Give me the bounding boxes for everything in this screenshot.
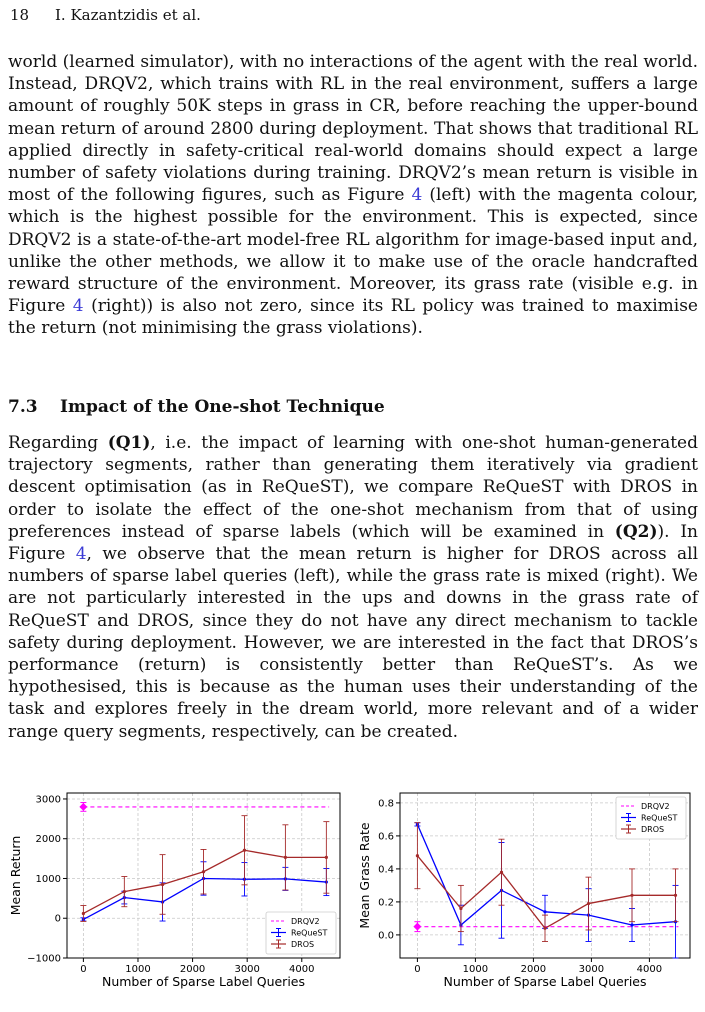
legend-label-request: ReQueST: [641, 813, 678, 823]
paragraph-dreamer-discussion: [8, 51, 698, 340]
dros-point: [123, 890, 126, 893]
y-tick-label: −1000: [27, 953, 61, 965]
text: (right)) is also not zero, since its RL policy was trained to maximise the return (not minimising the grass violations).: [8, 296, 698, 339]
dros-point: [202, 870, 205, 873]
question-ref: (Q1): [107, 433, 151, 453]
dros-point: [543, 927, 546, 930]
text: , i.e. the impact of learning with one-shot human-generated trajectory segments, rather than generating them iteratively via gradient descent optimisation (as in ReQueST), we compare ReQueST with DROS in order to isolate the effect of the one-shot mechanism from that of using preferences instead of sparse labels (which will be examined in: [8, 433, 698, 542]
text: world (learned simulator), with no interactions of the agent with the real world. Instead, DRQV2, which trains with RL in the real environment, suffers a large amount of roughly 50K steps in grass in CR, before reaching the upper-bound mean return of around 2800 during deployment. That shows that traditional RL applied directly in safety-critical real-world domains should expect a large number of safety violations during training. DRQV2’s mean return is visible in most of the following figures, such as Figure: [8, 52, 698, 206]
y-tick-label: 0.4: [378, 864, 394, 876]
x-tick-label: 2000: [520, 964, 547, 975]
dros-point: [325, 856, 328, 859]
legend-label-drqv2: DRQV2: [291, 917, 320, 926]
running-header: [10, 6, 201, 24]
x-tick-label: 4000: [636, 964, 663, 975]
question-ref: (Q2): [614, 521, 658, 542]
y-tick-label: 0.0: [378, 930, 394, 942]
y-tick-label: 0.8: [378, 798, 394, 810]
x-tick-label: 1000: [125, 964, 151, 975]
figure-link[interactable]: 4: [75, 544, 87, 565]
legend-label-request: ReQueST: [291, 928, 328, 938]
y-tick-label: 0.6: [378, 831, 394, 843]
drqv2-point: [413, 923, 421, 931]
grass-rate-chart: [355, 785, 700, 995]
dros-point: [416, 854, 419, 857]
dros-point: [82, 912, 85, 915]
dros-point: [500, 871, 503, 874]
x-tick-label: 2000: [179, 964, 206, 975]
page-number: 18: [10, 6, 30, 24]
legend-label-dros: DROS: [291, 940, 315, 949]
dros-point: [459, 907, 462, 910]
y-axis-label: Mean Return: [8, 835, 23, 916]
x-tick-label: 1000: [462, 964, 489, 975]
section-number: 7.3: [8, 397, 38, 417]
x-axis-label: Number of Sparse Label Queries: [101, 974, 306, 989]
x-axis-label: Number of Sparse Label Queries: [443, 974, 647, 989]
text: , we observe that the mean return is higher for DROS across all numbers of sparse label queries (left), while the grass rate is mixed (right). We are not particularly interested in the ups and downs in the grass rate of ReQueST and DROS, since they do not have any direct mechanism to tackle safety during deployment. However, we are interested in the fact that DROS’s performance (return) is consistently better than ReQueST’s. As we hypothesised, this is because as the human uses their understanding of the task and explores freely in the dream world, more relevant and of a wider range query segments, respectively, can be created.: [8, 544, 699, 742]
x-tick-label: 0: [80, 964, 87, 975]
x-tick-label: 4000: [289, 964, 315, 975]
text: Regarding: [8, 433, 108, 453]
legend-label-drqv2: DRQV2: [641, 802, 670, 811]
x-tick-label: 0: [414, 964, 421, 975]
y-tick-label: 3000: [35, 794, 61, 806]
figure-link[interactable]: 4: [411, 185, 423, 206]
dros-line: [417, 856, 675, 929]
dros-line: [83, 850, 326, 913]
section-heading: [8, 397, 385, 417]
mean-return-chart: [0, 785, 350, 995]
x-tick-label: 3000: [578, 964, 605, 975]
request-line: [417, 824, 675, 925]
running-title: I. Kazantzidis et al.: [55, 6, 201, 24]
dros-point: [284, 856, 287, 859]
request-point: [543, 910, 546, 913]
y-tick-label: 0.2: [378, 897, 394, 909]
drqv2-point: [79, 803, 87, 811]
dros-point: [674, 894, 677, 897]
y-tick-label: 2000: [35, 834, 61, 846]
section-title: Impact of the One-shot Technique: [60, 397, 385, 417]
legend-label-dros: DROS: [641, 825, 665, 834]
dros-point: [630, 894, 633, 897]
x-tick-label: 3000: [234, 964, 260, 975]
dros-point: [243, 849, 246, 852]
figure-link[interactable]: 4: [72, 296, 84, 317]
y-tick-label: 1000: [35, 873, 61, 885]
dros-point: [587, 902, 590, 905]
text: ). In Figure: [8, 521, 698, 565]
text: (left) with the magenta colour, which is the highest possible for the environment. This is expected, since DRQV2 is a state-of-the-art model-free RL algorithm for image-based input and, unlike the other methods, we allow it to make use of the oracle handcrafted reward structure of the environment. Moreover, its grass rate (visible e.g. in Figure: [8, 185, 698, 317]
y-axis-label: Mean Grass Rate: [357, 822, 372, 929]
paragraph-one-shot: [8, 432, 698, 743]
request-point: [630, 923, 633, 926]
dros-point: [161, 883, 164, 886]
y-tick-label: 0: [54, 913, 61, 925]
